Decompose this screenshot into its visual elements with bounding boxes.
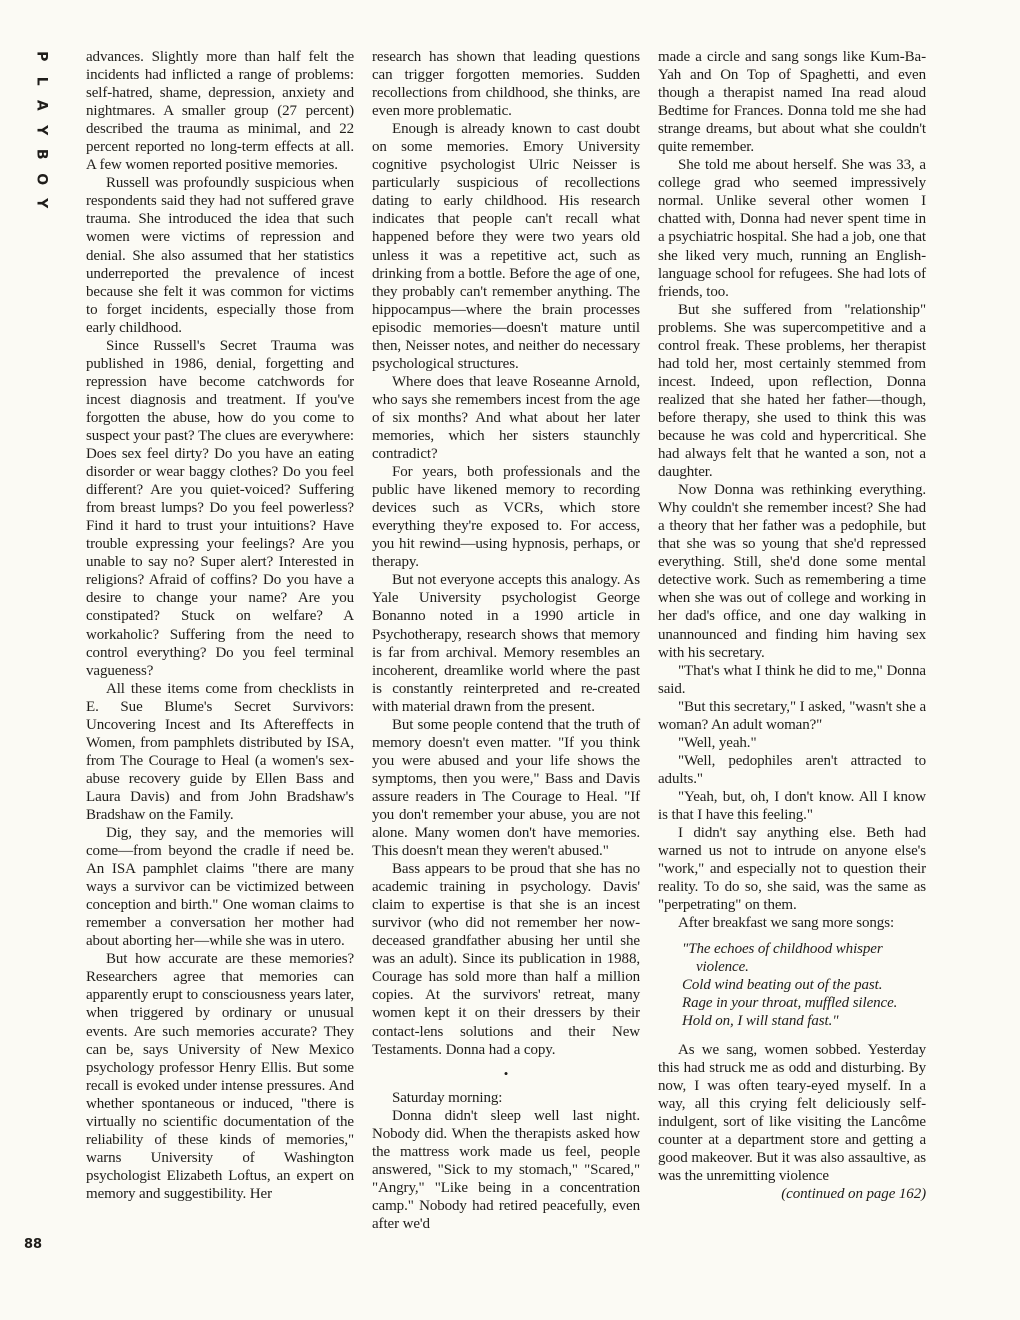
- paragraph: All these items come from checklists in E. Sue Blume's Secret Survivors: Uncovering Incest and Its Aftereffects in Women, from pamphlets distributed by ISA, from The Courage to Heal (a women's sex-abuse recovery guide by Ellen Bass and Laura Davis) and from John Bradshaw's Bradshaw on the Family.: [86, 680, 354, 823]
- lyric-line: Cold wind beating out of the past.: [682, 977, 883, 994]
- lyric-line: Hold on, I will stand fast.": [682, 1013, 839, 1030]
- paragraph: She told me about herself. She was 33, a college grad who seemed impressively normal. Unlike several other women I chatted with, Donna had never spent time in a psychiatric hospital. She had a job, one that she liked very much, running an English-language school for refugees. She had lots of friends, too.: [658, 157, 926, 300]
- paragraph: But not everyone accepts this analogy. As Yale University psychologist George Bonanno noted in a 1990 article in Psychotherapy, research shows that memory is far from archival. Memory resembles an incoherent, dreamlike world where the past is constantly reinterpreted and re-created with material drawn from the present.: [372, 572, 640, 715]
- dialogue-line: "But this secretary," I asked, "wasn't she a woman? An adult woman?": [658, 698, 926, 733]
- song-lyrics: [682, 940, 926, 1030]
- paragraph: made a circle and sang songs like Kum-Ba-Yah and On Top of Spaghetti, and even though a therapist named Ina read aloud Bedtime for Frances. Donna told me she had strange dreams, but about what she couldn't quite remember.: [658, 49, 926, 156]
- dialogue-line: "Well, yeah.": [678, 734, 757, 751]
- paragraph: After breakfast we sang more songs:: [678, 915, 895, 932]
- paragraph: But how accurate are these memories? Researchers agree that memories can apparently erupt to consciousness years later, when triggered by ordinary or unusual events. Are such memories accurate? They can be, says University of New Mexico psychology professor Henry Ellis. But some recall is evoked under intense pressures. And whether spontaneous or induced, "there is virtually no scientific documentation of the reliability of these kinds of memories," warns University of Washington psychologist Elizabeth Loftus, an expert on memory and suggestibility. Her: [86, 951, 354, 1202]
- paragraph: I didn't say anything else. Beth had warned us not to intrude on anyone else's "work," and especially not to question their reality. To do so, she said, was the same as "perpetrating" on them.: [658, 825, 926, 914]
- paragraph: As we sang, women sobbed. Yesterday this had struck me as odd and disturbing. By now, I was often teary-eyed myself. In a way, all this crying felt deliciously self-indulgent, sort of like visiting the Lancôme counter at a department store and getting a good makeover. But it was also assaultive, as was the unremitting violence: [658, 1041, 926, 1184]
- paragraph: Russell was profoundly suspicious when respondents said they had not suffered grave trauma. She introduced the idea that such women were victims of repression and denial. She also assumed that her statistics underreported the prevalence of incest because she felt it was common for victims to forget incidents, especially those from early childhood.: [86, 175, 354, 336]
- paragraph: research has shown that leading questions can trigger forgotten memories. Sudden recollections from childhood, she thinks, are even more problematic.: [372, 49, 640, 120]
- dialogue-line: "Yeah, but, oh, I don't know. All I know is that I have this feeling.": [658, 788, 926, 823]
- paragraph: advances. Slightly more than half felt the incidents had inflicted a range of problems: self-hatred, shame, depression, anxiety and nightmares. A smaller group (27 percent) described the trauma as minimal, and 22 percent reported no long-term effects at all. A few women reported positive memories.: [86, 49, 354, 174]
- section-dateline: Saturday morning:: [392, 1089, 503, 1106]
- paragraph: Donna didn't sleep well last night. Nobody did. When the therapists asked how the mattress work made us feel, people answered, "Sick to my stomach," "Scared," "Angry," "Like being in a concentration camp." Nobody had retired peacefully, even after we'd: [372, 1107, 640, 1232]
- page-number: 88: [24, 1237, 43, 1252]
- paragraph: For years, both professionals and the public have likened memory to recording devices such as VCRs, which store everything they're exposed to. For access, you hit rewind—using hypnosis, perhaps, or therapy.: [372, 464, 640, 571]
- article-column-1: [86, 48, 354, 1203]
- paragraph: Now Donna was rethinking everything. Why couldn't she remember incest? She had a theory that her father was a pedophile, but that she was so young that she'd repressed everything. Still, she'd done some mental detective work. Such as remembering a time when she was out of college and working in her dad's office, and one day walking in unannounced and finding him having sex with his secretary.: [658, 482, 926, 661]
- paragraph: Where does that leave Roseanne Arnold, who says she remembers incest from the age of six months? And what about her later memories, which her sisters staunchly contradict?: [372, 373, 640, 463]
- section-break-bullet: •: [503, 1065, 509, 1081]
- paragraph: But some people contend that the truth of memory doesn't even matter. "If you think you were abused and your life shows the symptoms, then you were," Bass and Davis assure readers in The Courage to Heal. "If you don't remember your abuse, you are not alone. Many women don't have memories. This doesn't mean they weren't abused.": [372, 716, 640, 860]
- paragraph: But she suffered from "relationship" problems. She was supercompetitive and a control freak. These problems, her therapist had told her, most certainly stemmed from incest. Indeed, upon reflection, Donna realized that she hated her father—though, before therapy, she used to think this was because he was cold and hypercritical. She had always felt that he wanted a son, not a daughter.: [658, 301, 926, 481]
- article-column-2: [372, 48, 640, 1233]
- dialogue-line: "That's what I think he did to me," Donna said.: [658, 662, 926, 697]
- paragraph: Since Russell's Secret Trauma was published in 1986, denial, forgetting and repression have become catchwords for incest diagnosis and treatment. If you've forgotten the abuse, how do you come to suspect your past? The clues are everywhere: Does sex feel dirty? Do you have an eating disorder or wear baggy clothes? Do you feel different? Are you quiet-voiced? Suffering from breast lumps? Do you feel powerless? Find it hard to trust your intuitions? Have trouble expressing your feelings? Are you unable to say no? Super alert? Interested in religions? Afraid of coffins? Do you have a desire to change your name? Are you constipated? Stuck on welfare? A workaholic? Suffering from the need to control everything? Do you feel terminal vagueness?: [86, 337, 354, 679]
- lyric-line: "The echoes of childhood whisper violence.: [682, 941, 883, 976]
- paragraph: Bass appears to be proud that she has no academic training in psychology. Davis' claim to expertise is that she is an incest survivor (who did not remember her now-deceased grandfather abusing her until she was an adult). Since its publication in 1988, Courage has sold more than half a million copies. At the survivors' retreat, many women kept it on their dressers by their contact-lens solutions and their New Testaments. Donna had a copy.: [372, 861, 640, 1058]
- paragraph: Enough is already known to cast doubt on some memories. Emory University cognitive psychologist Ulric Neisser is particularly suspicious of recollections dating to early childhood. His research indicates that people can't recall what happened before they were two years old unless it was a repetitive act, such as drinking from a bottle. Before the age of one, they probably can't remember anything. The hippocampus—where the brain processes episodic memories—doesn't mature until then, Neisser notes, and neither do necessary psychological structures.: [372, 121, 640, 372]
- masthead: P L A Y B O Y: [33, 51, 50, 209]
- continued-note: (continued on page 162): [781, 1185, 926, 1202]
- paragraph: Dig, they say, and the memories will come—from beyond the cradle if need be. An ISA pamphlet claims "there are many ways a survivor can be victimized between conception and birth." One woman claims to remember a conversation her mother had about aborting her—while she was in utero.: [86, 825, 354, 950]
- dialogue-line: "Well, pedophiles aren't attracted to adults.": [658, 752, 926, 787]
- lyric-line: Rage in your throat, muffled silence.: [682, 995, 898, 1012]
- article-column-3: [658, 48, 926, 1203]
